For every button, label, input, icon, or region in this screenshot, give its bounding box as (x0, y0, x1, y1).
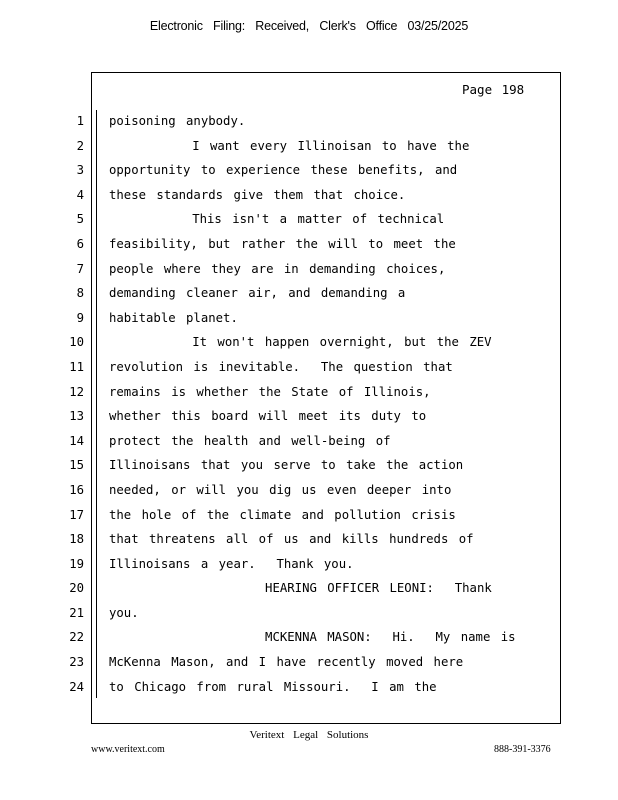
footer-website: www.veritext.com (91, 744, 165, 755)
line-number: 6 (76, 236, 84, 251)
line-number: 1 (76, 114, 84, 128)
transcript-line: MCKENNA MASON: Hi. My name is (109, 630, 516, 645)
transcript-line: feasibility, but rather the will to meet the (109, 236, 456, 251)
transcript-line: whether this board will meet its duty to (109, 409, 427, 424)
line-number-rule (96, 110, 97, 698)
line-number: 11 (69, 359, 84, 374)
line-number: 3 (76, 163, 84, 178)
transcript-line: these standards give them that choice. (109, 187, 406, 202)
transcript-text-column (109, 111, 559, 701)
transcript-line: the hole of the climate and pollution crisis (109, 507, 456, 522)
transcript-line: It won't happen overnight, but the ZEV (109, 335, 492, 350)
transcript-line: opportunity to experience these benefits, and (109, 163, 458, 178)
line-number: 19 (69, 556, 84, 571)
filing-stamp: Electronic Filing: Received, Clerk's Office 03/25/2025 (149, 19, 469, 33)
transcript-line: remains is whether the State of Illinois, (109, 384, 431, 399)
line-number: 10 (69, 335, 84, 350)
line-number: 2 (76, 138, 84, 153)
line-number: 14 (69, 433, 84, 448)
line-number: 4 (76, 187, 84, 202)
transcript-line: poisoning anybody. (109, 114, 246, 128)
line-number: 9 (76, 310, 84, 325)
footer-vendor-name: Veritext Legal Solutions (249, 729, 369, 741)
transcript-line: revolution is inevitable. The question that (109, 359, 453, 374)
line-number: 13 (69, 409, 84, 424)
footer-phone: 888-391-3376 (494, 744, 551, 755)
page-number: Page 198 (462, 82, 525, 97)
transcript-line: McKenna Mason, and I have recently moved here (109, 655, 464, 670)
transcript-line: This isn't a matter of technical (109, 212, 445, 227)
line-number: 12 (69, 384, 84, 399)
line-number: 21 (69, 605, 84, 620)
line-number-column (62, 111, 84, 701)
line-number: 15 (69, 458, 84, 473)
transcript-line: you. (109, 605, 139, 620)
line-number: 20 (69, 581, 84, 596)
transcript-line: demanding cleaner air, and demanding a (109, 286, 406, 301)
line-number: 8 (76, 286, 84, 301)
line-number: 7 (76, 261, 84, 276)
line-number: 17 (69, 507, 84, 522)
transcript-line: habitable planet. (109, 310, 238, 325)
transcript-line: I want every Illinoisan to have the (109, 138, 470, 153)
transcript-line: people where they are in demanding choices, (109, 261, 446, 276)
transcript-line: to Chicago from rural Missouri. I am the (109, 679, 437, 694)
transcript-line: HEARING OFFICER LEONI: Thank (109, 581, 492, 596)
line-number: 5 (76, 212, 84, 227)
line-number: 16 (69, 482, 84, 497)
transcript-line: protect the health and well-being of (109, 433, 391, 448)
line-number: 23 (69, 655, 84, 670)
transcript-line: Illinoisans that you serve to take the action (109, 458, 464, 473)
line-number: 24 (69, 679, 84, 694)
transcript-line: needed, or will you dig us even deeper into (109, 482, 452, 497)
line-number: 18 (69, 532, 84, 547)
transcript-line: that threatens all of us and kills hundreds of (109, 532, 474, 547)
transcript-line: Illinoisans a year. Thank you. (109, 556, 354, 571)
line-number: 22 (69, 630, 84, 645)
